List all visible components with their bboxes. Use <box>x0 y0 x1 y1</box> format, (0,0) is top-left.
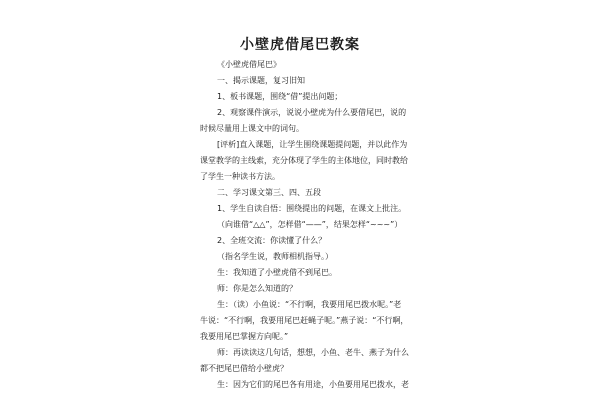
text-line: 时候尽量用上课文中的词句。 <box>200 124 304 133</box>
text-line: [评析]直入课题，让学生围绕课题提问题，并以此作为 <box>217 140 408 149</box>
text-line: 一、揭示课题，复习旧知 <box>217 76 305 85</box>
text-line: 二、学习课文第三、四、五段 <box>217 188 321 197</box>
text-line: 我要用尾巴掌握方向呢。” <box>200 332 289 341</box>
text-line: （指名学生说，教师相机指导。） <box>217 252 333 261</box>
text-line: 生：因为它们的尾巴各有用途，小鱼要用尾巴拨水，老 <box>217 380 409 389</box>
text-line: 课堂教学的主线索，充分体现了学生的主体地位，同时教给 <box>200 156 408 165</box>
text-line: 都不把尾巴借给小壁虎？ <box>200 364 288 373</box>
text-line: 2、全班交流：你读懂了什么？ <box>217 236 327 245</box>
text-line: 1、板书课题，围绕“借”提出问题； <box>217 92 343 101</box>
text-line: 师：再读读这几句话，想想，小鱼、老牛、燕子为什么 <box>217 348 409 357</box>
text-line: 牛说：“不行啊，我要用尾巴赶蝇子呢。”燕子说：“不行啊， <box>200 316 409 325</box>
text-line: 师：你是怎么知道的？ <box>217 284 297 293</box>
text-line: 生：（读）小鱼说：“不行啊，我要用尾巴拨水呢。”老 <box>217 300 402 309</box>
text-line: 《小壁虎借尾巴》 <box>217 60 281 69</box>
text-line: 1、学生自读自悟：围绕提出的问题，在课文上批注。 <box>217 204 407 213</box>
text-line: 了学生一种读书方法。 <box>200 172 280 181</box>
document-title: 小壁虎借尾巴教案 <box>240 37 360 53</box>
text-line: 生：我知道了小壁虎借不到尾巴。 <box>217 268 337 277</box>
text-line: 2、观察课件演示，说说小壁虎为什么要借尾巴，说的 <box>217 108 407 117</box>
text-line: （向谁借“△△”，怎样借“——”，结果怎样“~~~”） <box>217 220 403 229</box>
